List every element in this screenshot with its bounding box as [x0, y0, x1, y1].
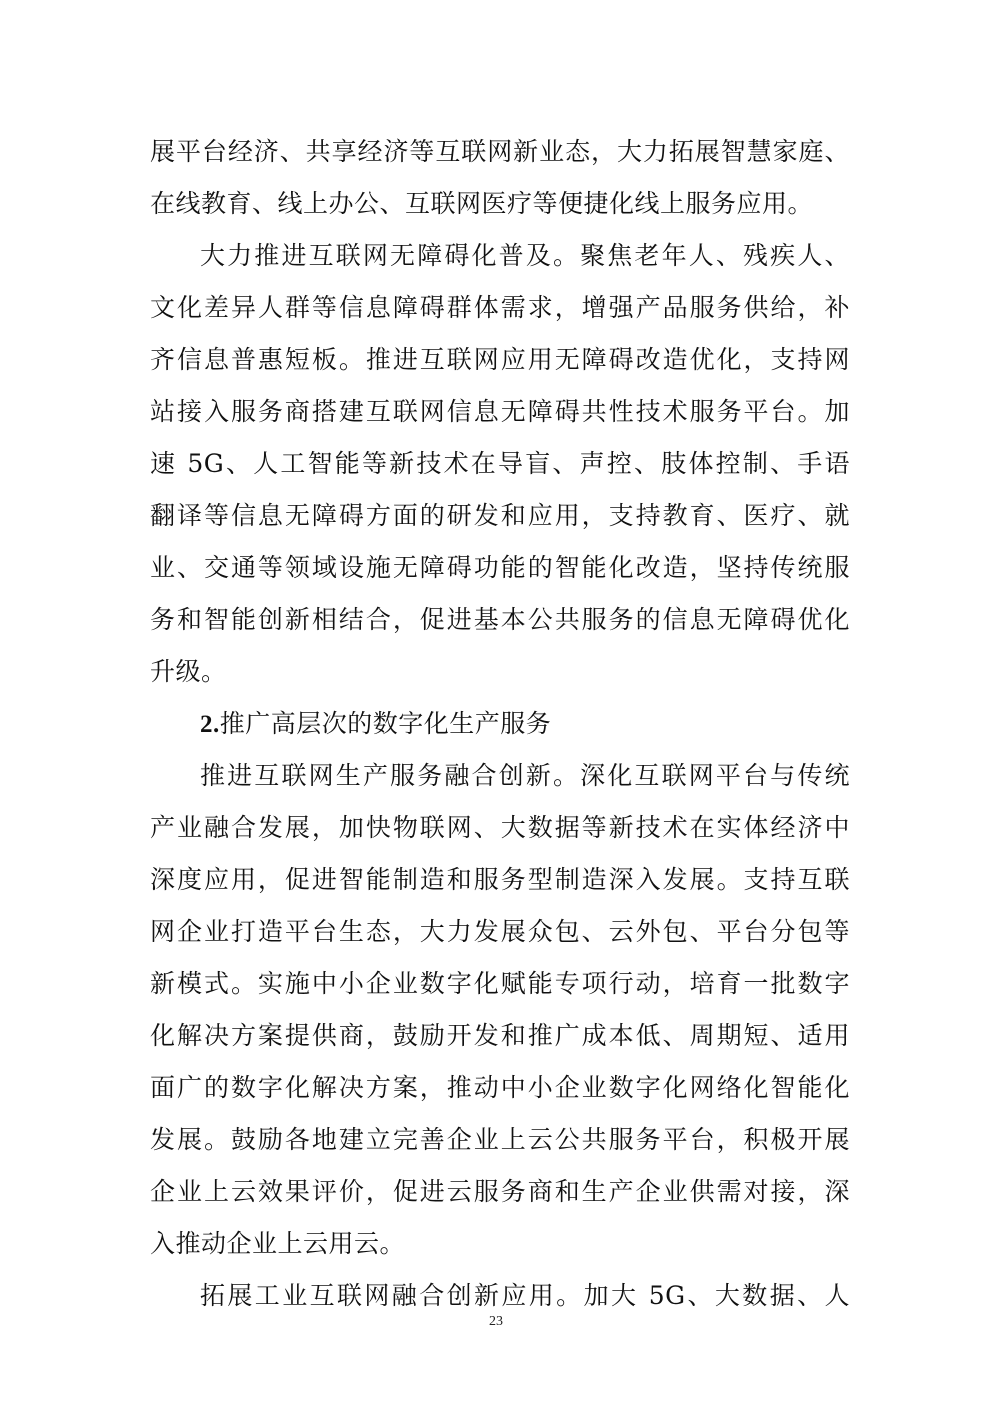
text-line: 面广的数字化解决方案，推动中小企业数字化网络化智能化	[150, 1073, 850, 1102]
text-line: 网企业打造平台生态，大力发展众包、云外包、平台分包等	[150, 917, 850, 946]
text-line: 速 5G、人工智能等新技术在导盲、声控、肢体控制、手语	[150, 449, 850, 478]
text-line: 企业上云效果评价，促进云服务商和生产企业供需对接，深	[150, 1177, 850, 1206]
text-line: 发展。鼓励各地建立完善企业上云公共服务平台，积极开展	[150, 1125, 850, 1154]
text-line: 深度应用，促进智能制造和服务型制造深入发展。支持互联	[150, 865, 850, 894]
section-heading-text: 推广高层次的数字化生产服务	[219, 709, 552, 738]
text-line: 展平台经济、共享经济等互联网新业态，大力拓展智慧家庭、	[150, 137, 850, 166]
text-line: 业、交通等领域设施无障碍功能的智能化改造，坚持传统服	[150, 553, 850, 582]
text-line: 务和智能创新相结合，促进基本公共服务的信息无障碍优化	[150, 605, 850, 634]
text-line: 翻译等信息无障碍方面的研发和应用，支持教育、医疗、就	[150, 501, 850, 530]
text-line: 升级。	[150, 657, 227, 686]
text-line: 化解决方案提供商，鼓励开发和推广成本低、周期短、适用	[150, 1021, 850, 1050]
text-line: 产业融合发展，加快物联网、大数据等新技术在实体经济中	[150, 813, 850, 842]
text-line: 入推动企业上云用云。	[150, 1229, 406, 1258]
page-number: 23	[489, 1314, 503, 1329]
section-heading	[150, 698, 850, 750]
text-line: 站接入服务商搭建互联网信息无障碍共性技术服务平台。加	[150, 397, 850, 426]
paragraph-line: 推进互联网生产服务融合创新。深化互联网平台与传统	[200, 761, 850, 790]
paragraph-line: 大力推进互联网无障碍化普及。聚焦老年人、残疾人、	[200, 241, 850, 270]
text-line: 在线教育、线上办公、互联网医疗等便捷化线上服务应用。	[150, 189, 814, 218]
text-line: 新模式。实施中小企业数字化赋能专项行动，培育一批数字	[150, 969, 850, 998]
section-heading-number: 2.	[200, 711, 220, 738]
body-text	[150, 126, 850, 1322]
paragraph-line: 拓展工业互联网融合创新应用。加大 5G、大数据、人	[200, 1281, 850, 1310]
text-line: 文化差异人群等信息障碍群体需求，增强产品服务供给，补	[150, 293, 850, 322]
text-line: 齐信息普惠短板。推进互联网应用无障碍改造优化，支持网	[150, 345, 850, 374]
